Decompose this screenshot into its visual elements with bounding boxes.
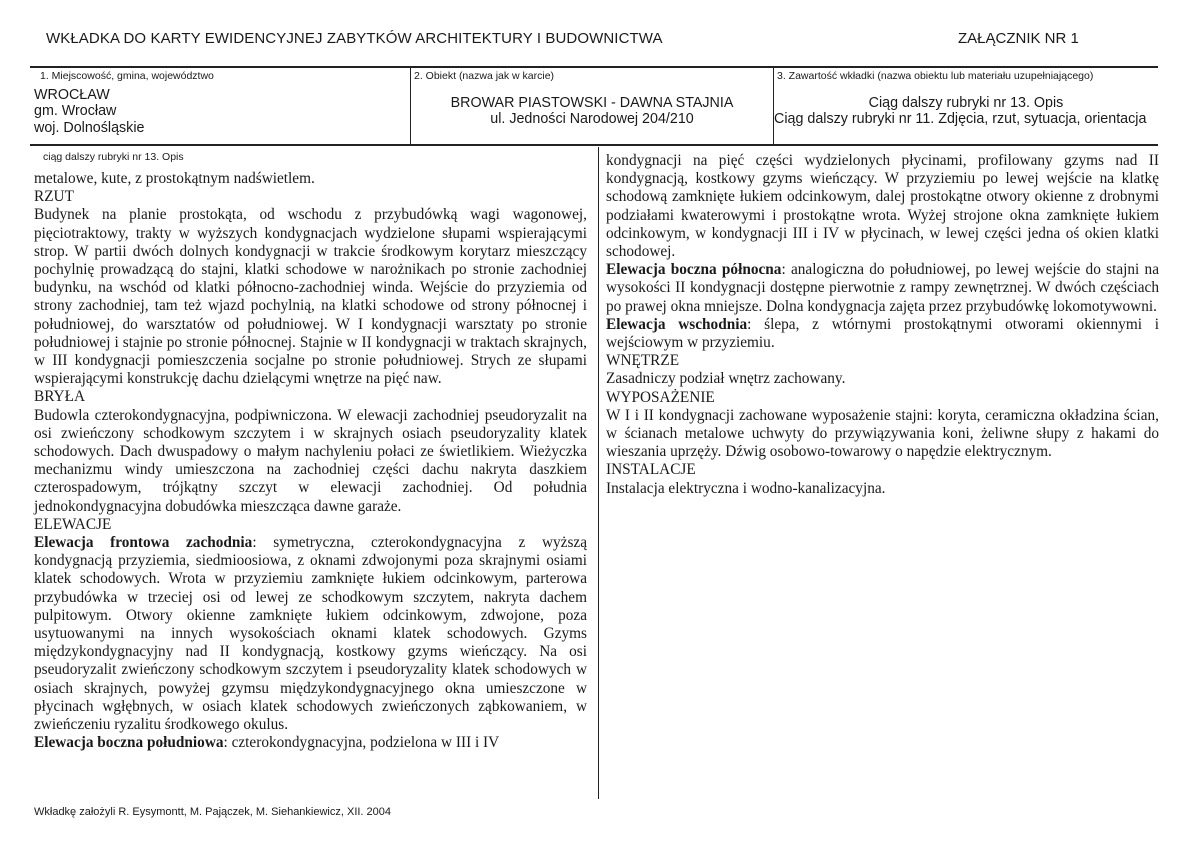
location-voivodeship: woj. Dolnośląskie (34, 120, 145, 136)
contents-line-1: Ciąg dalszy rubryki nr 13. Opis (868, 95, 1064, 111)
heading-rzut: RZUT (34, 188, 74, 206)
column-divider (598, 147, 599, 799)
location-city: WROCŁAW (34, 87, 110, 103)
heading-bryla: BRYŁA (34, 388, 85, 406)
south-elevation-text (34, 734, 587, 752)
location-label: 1. Miejscowość, gmina, województwo (40, 70, 214, 82)
instalacje-text: Instalacja elektryczna i wodno-kanalizacyjna. (606, 479, 886, 497)
north-elevation-desc: : analogiczna do południowej, po lewej wejście do stajni na wysokości II kondygnacji dostępne pierwotnie z rampy zewnętrznej. W dwóch częściach po prawej okna mniejsze. Dolna kondygnacja zajęta przez przybudówkę lokomotywowni. (606, 261, 1159, 315)
annex-number: ZAŁĄCZNIK NR 1 (958, 30, 1079, 47)
heading-wnetrze: WNĘTRZE (606, 352, 680, 370)
left-column (34, 170, 587, 753)
front-elevation-desc: : symetryczna, czterokondygnacyjna z wyższą kondygnacją przyziemia, siedmioosiowa, z oknami zdwojonymi poza skrajnymi osiami klatek schodowych. Wrota w przyziemiu zamknięte łukiem odcinkowym, parterowa przybudówka w trzeciej osi od lewej ze schodkowym szczytem, nakryta dachem pulpitowym. Otwory okienne zamknięte łukiem odcinkowym, zdwojone, poza usytuowanymi na innych wysokościach oknami klatek schodowych. Gzyms międzykondygnacyjny nad II kondygnacją, kostkowy gzyms wieńczący. Na osi pseudoryzalit zwieńczony schodkowym szczytem i pseudoryzality klatek schodowych w osiach skrajnych, powyżej gzymsu międzykondygnacyjnego okna umieszczone w płycinach wgłębnych, w osiach klatek schodowych zwieńczonych ząbkowaniem, w zwieńczeniu ryzalitu środkowego okulus. (34, 534, 587, 734)
south-elevation-desc: : czterokondygnacyjna, podzielona w III i IV (223, 734, 500, 752)
east-elevation-title: Elewacja wschodnia (606, 315, 748, 333)
east-elevation-desc: : ślepa, z wtórnymi prostokątnymi otworami okiennymi i wejściowym w przyziemiu. (606, 315, 1159, 352)
object-address: ul. Jedności Narodowej 204/210 (490, 111, 694, 127)
location-commune: gm. Wrocław (34, 103, 117, 119)
object-label: 2. Obiekt (nazwa jak w karcie) (414, 70, 555, 82)
bryla-text: Budowla czterokondygnacyjna, podpiwniczona. W elewacji zachodniej pseudoryzalit na osi zwieńczony schodkowym szczytem i w skrajnych osiach pseudoryzality klatek schodowych. Dach dwuspadowy o małym nachyleniu połaci ze świetlikiem. Wieżyczka mechanizmu windy umieszczona na zachodniej części dachu nakryta daszkiem czterospadowym, trójkątny szczyt w elewacji zachodniej. Od południa jednokondygnacyjna dobudówka mieszcząca dawne garaże. (34, 406, 587, 515)
header-bottom-rule (30, 144, 1158, 146)
south-elevation-title: Elewacja boczna południowa (34, 734, 224, 752)
form-title: WKŁADKA DO KARTY EWIDENCYJNEJ ZABYTKÓW ARCHITEKTURY I BUDOWNICTWA (46, 30, 663, 47)
left-intro: metalowe, kute, z prostokątnym nadświetlem. (34, 170, 315, 187)
heading-elewacje: ELEWACJE (34, 515, 112, 533)
east-elevation-text (606, 316, 1159, 352)
contents-label: 3. Zawartość wkładki (nazwa obiektu lub materiału uzupełniającego) (777, 70, 1094, 82)
heading-wyposazenie: WYPOSAŻENIE (606, 388, 715, 406)
footer-authors: Wkładkę założyli R. Eysymontt, M. Pajączek, M. Siehankiewicz, XII. 2004 (34, 806, 392, 818)
north-elevation-text (606, 261, 1159, 316)
wyposazenie-text: W I i II kondygnacji zachowane wyposażenie stajni: koryta, ceramiczna okładzina ścian, w ścianach metalowe uchwyty do przywiązywania koni, żeliwne słupy z hakami do wieszania uprzęży. Dźwig osobowo-towarowy o napędzie elektrycznym. (606, 406, 1159, 461)
front-elevation-title: Elewacja frontowa zachodnia (34, 534, 253, 552)
header-top-rule (30, 66, 1158, 68)
contents-line-2: Ciąg dalszy rubryki nr 11. Zdjęcia, rzut, sytuacja, orientacja (774, 111, 1147, 127)
north-elevation-title: Elewacja boczna północna (606, 261, 782, 279)
south-elevation-continued: kondygnacji na pięć części wydzielonych płycinami, profilowany gzyms nad II kondygnacją, kostkowy gzyms wieńczący. W przyziemiu po lewej wejście na klatkę schodową zamknięte łukiem odcinkowym, dalej prostokątne otwory okienne z drobnymi podziałami kwaterowymi i prostokątne wrota. Wyżej strojone okna zamknięte łukiem odcinkowym, w kondygnacji III i IV w płycinach, w lewej części jedna oś okien klatki schodowej. (606, 152, 1159, 261)
right-column (606, 152, 1159, 498)
continuation-label: ciąg dalszy rubryki nr 13. Opis (43, 151, 184, 163)
front-elevation-text (34, 534, 587, 734)
rzut-text: Budynek na planie prostokąta, od wschodu z przybudówką wagi wagonowej, pięciotraktowy, trakty w wyższych kondygnacjach wydzielone słupami wspierającymi strop. W partii dwóch dolnych kondygnacji w trakcie środkowym korytarz mieszczący pochylnię prowadzącą do stajni, klatki schodowe w narożnikach po stronie zachodniej budynku, na wschód od klatki północno-zachodniej winda. Wejście do przyziemia od strony zachodniej, tam też wjazd pochylnią, na klatki schodowe od strony północnej i południowej, do warsztatów od południowej. W I kondygnacji warsztaty po stronie południowej i stajnie po stronie północnej. Stajnie w II kondygnacji w traktach skrajnych, w III kondygnacji pomieszczenia socjalne po stronie południowej. Strych ze słupami wspierającymi konstrukcję dachu dzielącymi wnętrze na pięć naw. (34, 206, 587, 388)
heading-instalacje: INSTALACJE (606, 461, 696, 479)
wnetrze-text: Zasadniczy podział wnętrz zachowany. (606, 370, 846, 388)
object-name: BROWAR PIASTOWSKI - DAWNA STAJNIA (450, 95, 734, 111)
